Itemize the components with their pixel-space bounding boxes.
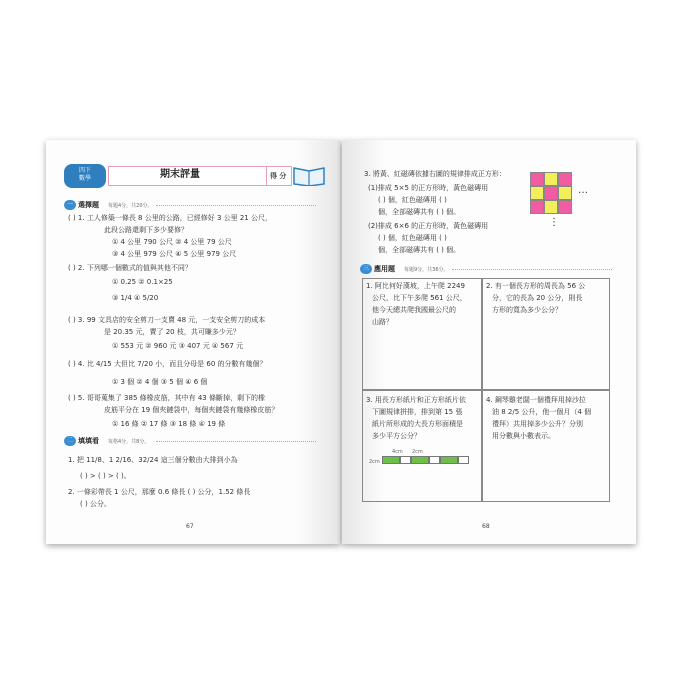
page-title: 期末評量 xyxy=(160,169,200,180)
tile-red xyxy=(558,200,572,214)
tile-yellow xyxy=(530,186,544,200)
a4-line2: 油 8 2/5 公升，他一個月（4 個 xyxy=(492,408,592,416)
q2-options-a: ① 0.25 ② 0.1×25 xyxy=(112,278,173,286)
square-paper xyxy=(458,456,469,464)
left-page xyxy=(46,140,340,544)
score-label: 得 分 xyxy=(270,172,287,180)
r3-line4: 個，全部磁磚共有 ( ) 個。 xyxy=(378,208,461,216)
a4-line1: 4. 鋼琴雞老闆一個禮拜用掉沙拉 xyxy=(486,396,586,404)
badge-line2: 數學 xyxy=(78,175,91,182)
section3-label: 應用題 xyxy=(374,265,395,273)
score-box xyxy=(266,166,292,186)
q1-line1: ( ) 1. 工人修築一條長 8 公里的公路，已經修好 3 公里 21 公尺， xyxy=(68,214,272,222)
tile-yellow xyxy=(544,172,558,186)
exam-header xyxy=(60,162,306,186)
r3-line5: (2)排成 6×6 的正方形時，黃色磁磚用 xyxy=(368,222,489,230)
section1-icon: 一 xyxy=(64,200,76,210)
section1-note: 每題4分，共20分。 xyxy=(108,203,153,209)
q4-line1: ( ) 4. 比 4/15 大但比 7/20 小，而且分母是 60 的分數有幾個？ xyxy=(68,360,267,368)
section2-divider xyxy=(156,441,316,442)
a3-line1: 3. 用長方形紙片和正方形紙片依 xyxy=(366,396,466,404)
workbook-spread xyxy=(46,140,636,544)
section3-note: 每題9分，共36分。 xyxy=(404,267,449,273)
section3-divider xyxy=(452,269,612,270)
tile-pattern-grid xyxy=(530,172,572,214)
tile-yellow xyxy=(544,200,558,214)
r3-line1: 3. 將黃、紅磁磚依據右圖的規律排成正方形： xyxy=(364,170,506,178)
r3-line2: (1)排成 5×5 的正方形時，黃色磁磚用 xyxy=(368,184,489,192)
r3-line6: ( ) 個，紅色磁磚用 ( ) xyxy=(378,234,447,242)
problem-box-3 xyxy=(362,390,482,502)
a2-line3: 方形的寬為多少公分？ xyxy=(492,306,562,314)
tile-red xyxy=(558,172,572,186)
q1-options-b: ③ 4 公里 979 公尺 ④ 5 公里 979 公尺 xyxy=(112,250,237,258)
section2-icon: 二 xyxy=(64,436,76,446)
q3-line1: ( ) 3. 99 文具店的安全剪刀一支賣 48 元，一支安全剪刀的成本 xyxy=(68,316,266,324)
q2-line1: ( ) 2. 下列哪一個數式的值與其他不同？ xyxy=(68,264,192,272)
tile-red xyxy=(530,172,544,186)
book-icon xyxy=(292,162,326,186)
fill2-line2: ( ) 公分。 xyxy=(80,500,111,508)
tile-yellow xyxy=(558,186,572,200)
a3-width-label: 4cm xyxy=(392,449,403,455)
problem-box-4 xyxy=(482,390,610,502)
fill2-line1: 2. 一條彩帶長 1 公尺，那麼 0.6 條長 ( ) 公分，1.52 條長 xyxy=(68,488,251,496)
a1-line2: 公尺，比下午多爬 561 公尺， xyxy=(372,294,467,302)
section1-label: 選擇題 xyxy=(78,201,99,209)
q1-line2: 此段公路還剩下多少要修？ xyxy=(104,226,188,234)
rect-paper xyxy=(440,456,458,464)
r3-line3: ( ) 個，紅色磁磚用 ( ) xyxy=(378,196,447,204)
a3-line4: 多少平方公分？ xyxy=(372,432,421,440)
q4-options: ① 3 個 ② 4 個 ③ 5 個 ④ 6 個 xyxy=(112,378,208,386)
a1-line4: 山路？ xyxy=(372,318,393,326)
fill1-line1: 1. 把 11/8、1 2/16、32/24 這三個分數由大排到小為 xyxy=(68,456,238,464)
a3-line3: 紙片所形成的大長方形面積是 xyxy=(372,420,463,428)
r3-line7: 個，全部磁磚共有 ( ) 個。 xyxy=(378,246,461,254)
right-page xyxy=(342,140,636,544)
q5-options: ① 16 條 ② 17 條 ③ 18 條 ④ 19 條 xyxy=(112,420,226,428)
section2-note: 每格4分，共8分。 xyxy=(108,439,150,445)
pattern-continue-down: ⋮ xyxy=(549,217,559,228)
badge-line1: 四下 xyxy=(78,167,91,174)
section3-icon: 三 xyxy=(360,264,372,274)
section2-label: 填填看 xyxy=(78,437,99,445)
rect-paper xyxy=(411,456,429,464)
a4-line3: 禮拜）共用掉多少公升？分別 xyxy=(492,420,583,428)
q3-options: ① 553 元 ② 960 元 ③ 407 元 ④ 567 元 xyxy=(112,342,244,350)
q1-options-a: ① 4 公里 790 公尺 ② 4 公里 79 公尺 xyxy=(112,238,232,246)
a1-line1: 1. 阿比何好漢坡，上午爬 2249 xyxy=(366,282,465,290)
page-number-right: 68 xyxy=(482,523,490,530)
a1-line3: 他今天總共爬我國最公尺的 xyxy=(372,306,456,314)
q2-options-b: ③ 1/4 ④ 5/20 xyxy=(112,294,159,302)
rect-paper xyxy=(382,456,400,464)
page-number-left: 67 xyxy=(186,523,194,530)
pattern-continue-right: … xyxy=(578,185,588,196)
a3-height-label: 2cm xyxy=(369,459,380,465)
q5-line2: 皮筋平分在 19 個夾鏈袋中，每個夾鏈袋有幾條橡皮筋？ xyxy=(104,406,279,414)
a2-line1: 2. 有一個長方形的周長為 56 公 xyxy=(486,282,586,290)
section1-divider xyxy=(156,205,316,206)
square-paper xyxy=(400,456,411,464)
a3-square-label: 2cm xyxy=(412,449,423,455)
q5-line1: ( ) 5. 哥哥蒐集了 385 條橡皮筋，其中有 43 條斷掉，剩下的橡 xyxy=(68,394,265,402)
q3-line2: 是 20.35 元，賣了 20 枝，共可賺多少元？ xyxy=(104,328,240,336)
a4-line4: 用分數與小數表示。 xyxy=(492,432,555,440)
tile-red xyxy=(544,186,558,200)
a3-line2: 下圖規律拼排，排到第 15 張 xyxy=(372,408,463,416)
fill1-line2: ( ) > ( ) > ( )。 xyxy=(80,472,131,480)
grade-badge xyxy=(64,164,106,188)
tile-red xyxy=(530,200,544,214)
square-paper xyxy=(429,456,440,464)
paper-strip-diagram xyxy=(382,456,469,464)
a2-line2: 分，它的長為 20 公分，則長 xyxy=(492,294,583,302)
